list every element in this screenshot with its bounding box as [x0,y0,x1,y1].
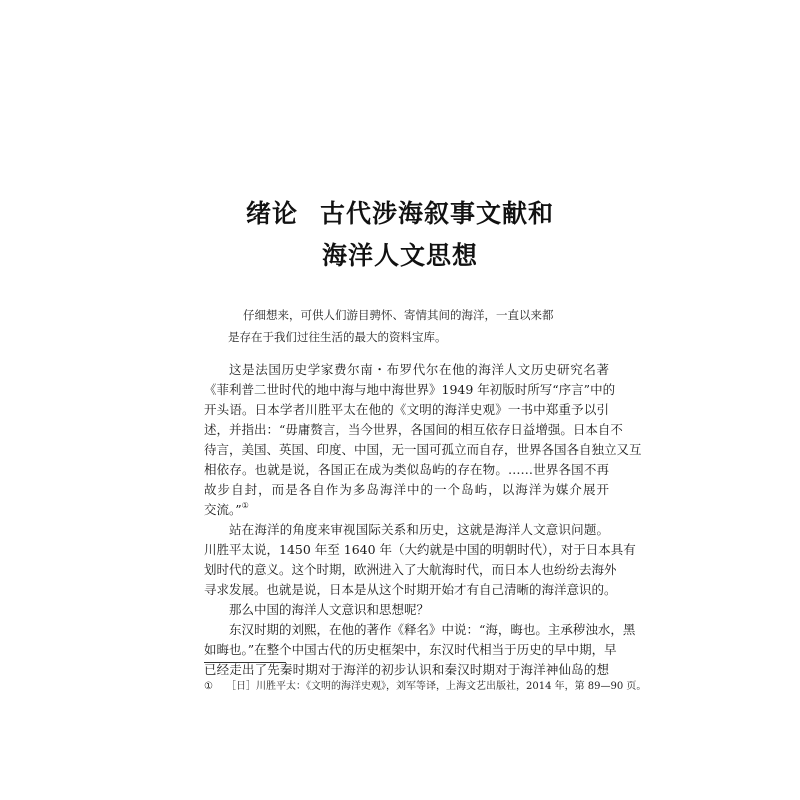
footnote-marker: ① [204,681,213,692]
footnote-divider [204,662,286,663]
footnote [204,677,647,692]
epigraph-line-2: 是存在于我们过往生活的最大的资料宝库。 [228,330,447,344]
chapter-title-line-1 [0,194,800,230]
body-line: 述，并指出：“毋庸赘言，当今世界，各国间的相互依存日益增强。日本自不 [204,422,623,437]
body-line: 故步自封，而是各自作为多岛海洋中的一个岛屿，以海洋为媒介展开 [204,482,609,497]
body-line: 如晦也。”在整个中国古代的历史框架中，东汉时代相当于历史的早中期，早 [204,642,617,657]
body-line: 这是法国历史学家费尔南・布罗代尔在他的海洋人文历史研究名著 [229,362,609,377]
body-line: 待言，美国、英国、印度、中国，无一国可孤立而自存，世界各国各自独立又互 [204,442,642,457]
body-line: 站在海洋的角度来审视国际关系和历史，这就是海洋人文意识问题。 [229,522,609,537]
chapter-label: 绪论 [245,199,298,228]
body-line: 划时代的意义。这个时期，欧洲进入了大航海时代，而日本人也纷纷去海外 [204,562,617,577]
body-line: 川胜平太说，1450 年至 1640 年（大约就是中国的明朝时代），对于日本具有 [204,542,636,557]
body-line: 开头语。日本学者川胜平太在他的《文明的海洋史观》一书中郑重予以引 [204,402,609,417]
body-line: 那么中国的海洋人文意识和思想呢？ [229,602,430,617]
body-line: 《菲利普二世时代的地中海与地中海世界》1949 年初版时所写“序言”中的 [204,382,616,397]
epigraph-line-1: 仔细想来，可供人们游目骋怀、寄情其间的海洋，一直以来都 [243,308,554,322]
chapter-title-part: 古代涉海叙事文献和 [320,199,555,228]
body-line: 东汉时期的刘熙，在他的著作《释名》中说：“海，晦也。主承秽浊水，黑 [229,622,636,637]
footnote-reference[interactable]: ① [241,501,249,510]
footnote-text: ［日］川胜平太：《文明的海洋史观》，刘军等译，上海文艺出版社，2014 年，第 89—90 页。 [226,681,647,692]
body-line: 寻求发展。也就是说，日本是从这个时期开始才有自己清晰的海洋意识的。 [204,582,617,597]
body-line: 相依存。也就是说，各国正在成为类似岛屿的存在物。……世界各国不再 [204,462,609,477]
body-line: 已经走出了先秦时期对于海洋的初步认识和秦汉时期对于海洋神仙岛的想 [204,662,609,677]
body-line-with-footnote-ref [204,500,609,520]
chapter-title-line-2: 海洋人文思想 [321,241,478,270]
body-line-text: 交流。” [204,502,242,517]
